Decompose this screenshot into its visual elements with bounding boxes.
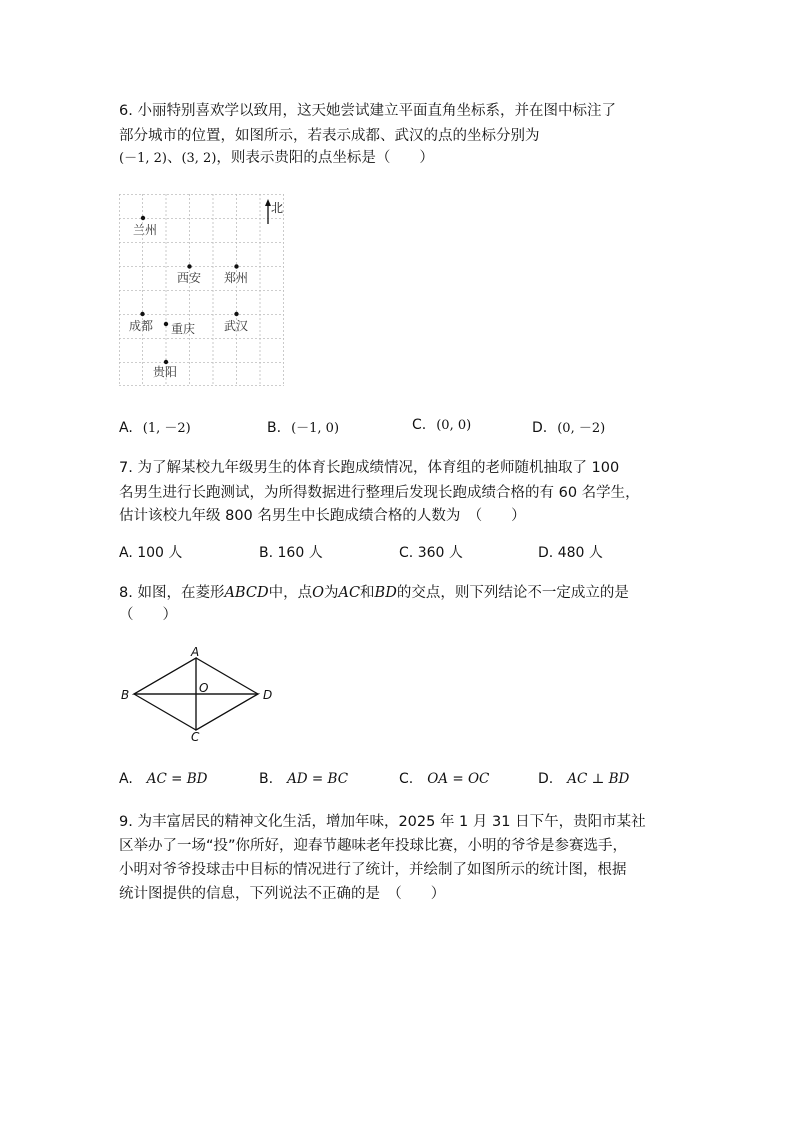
vertex-c-label: C — [191, 730, 200, 744]
chengdu-label: 成都 — [129, 319, 154, 333]
q6-text-line-3 — [119, 146, 434, 167]
q8-text-line-1: 8. 如图，在菱形ABCD中，点O为AC和BD的交点，则下列结论不一定成立的是 — [119, 585, 629, 601]
q8-rhombus-name: ABCD — [224, 585, 269, 601]
chongqing-point — [164, 322, 168, 326]
xian-point — [187, 264, 191, 268]
chongqing-label: 重庆 — [171, 322, 196, 336]
lanzhou-label: 兰州 — [133, 223, 158, 237]
q9-text-line-1: 9. 为丰富居民的精神文化生活，增加年味，2025 年 1 月 31 日下午，贵阳市某社 — [119, 814, 646, 830]
q8-rhombus-figure — [118, 645, 278, 745]
q8-option-b[interactable]: B. AD = BC — [259, 771, 349, 787]
q6-text-line-2: 部分城市的位置，如图所示，若表示成都、武汉的点的坐标分别为 — [119, 128, 540, 144]
q6-chengdu-coordinate: (－1, 2) — [119, 151, 167, 166]
q6-question-tail: ，则表示贵阳的点坐标是（ ） — [216, 150, 434, 166]
q8-option-a[interactable]: A. AC = BD — [119, 771, 208, 787]
vertex-d-label: D — [263, 688, 273, 702]
chengdu-point — [140, 312, 144, 316]
q8-text-line-2: （ ） — [119, 607, 177, 623]
q7-text-line-3: 估计该校九年级 800 名男生中长跑成绩合格的人数为 （ ） — [119, 508, 526, 524]
vertex-b-label: B — [121, 688, 130, 702]
q6-city-grid-map — [119, 194, 287, 388]
q6-option-c[interactable]: C. (0, 0) — [412, 417, 472, 433]
north-label: 北 — [271, 201, 284, 215]
q6-wuhan-coordinate: (3, 2) — [181, 151, 217, 166]
q7-option-a[interactable]: A. 100 人 — [119, 545, 183, 561]
q8-option-c[interactable]: C. OA = OC — [399, 771, 490, 787]
q7-text-line-1: 7. 为了解某校九年级男生的体育长跑成绩情况，体育组的老师随机抽取了 100 — [119, 460, 620, 476]
wuhan-label: 武汉 — [224, 319, 249, 333]
q7-option-c[interactable]: C. 360 人 — [399, 545, 463, 561]
q7-option-b[interactable]: B. 160 人 — [259, 545, 323, 561]
q6-text-line-1: 6. 小丽特别喜欢学以致用，这天她尝试建立平面直角坐标系，并在图中标注了 — [119, 103, 616, 119]
q7-option-d[interactable]: D. 480 人 — [538, 545, 603, 561]
q9-text-line-3: 小明对爷爷投球击中目标的情况进行了统计，并绘制了如图所示的统计图，根据 — [119, 862, 627, 878]
vertex-a-label: A — [191, 645, 200, 659]
q6-option-b[interactable]: B. (－1, 0) — [267, 420, 340, 436]
q6-option-a[interactable]: A. (1, －2) — [119, 420, 191, 436]
q9-text-line-2: 区举办了一场“投”你所好，迎春节趣味老年投球比赛，小明的爷爷是参赛选手， — [119, 838, 628, 854]
center-o-label: O — [199, 681, 209, 695]
q8-option-d[interactable]: D. AC ⊥ BD — [538, 771, 630, 787]
guiyang-point — [164, 360, 168, 364]
zhengzhou-label: 郑州 — [224, 271, 249, 285]
q7-text-line-2: 名男生进行长跑测试，为所得数据进行整理后发现长跑成绩合格的有 60 名学生， — [119, 485, 640, 501]
guiyang-label: 贵阳 — [153, 365, 178, 379]
q6-option-d[interactable]: D. (0, －2) — [532, 420, 606, 436]
wuhan-point — [234, 312, 238, 316]
xian-label: 西安 — [177, 271, 202, 285]
zhengzhou-point — [234, 264, 238, 268]
lanzhou-point — [141, 216, 145, 220]
q6-separator: 、 — [166, 150, 182, 166]
q9-text-line-4: 统计图提供的信息，下列说法不正确的是 （ ） — [119, 886, 446, 902]
